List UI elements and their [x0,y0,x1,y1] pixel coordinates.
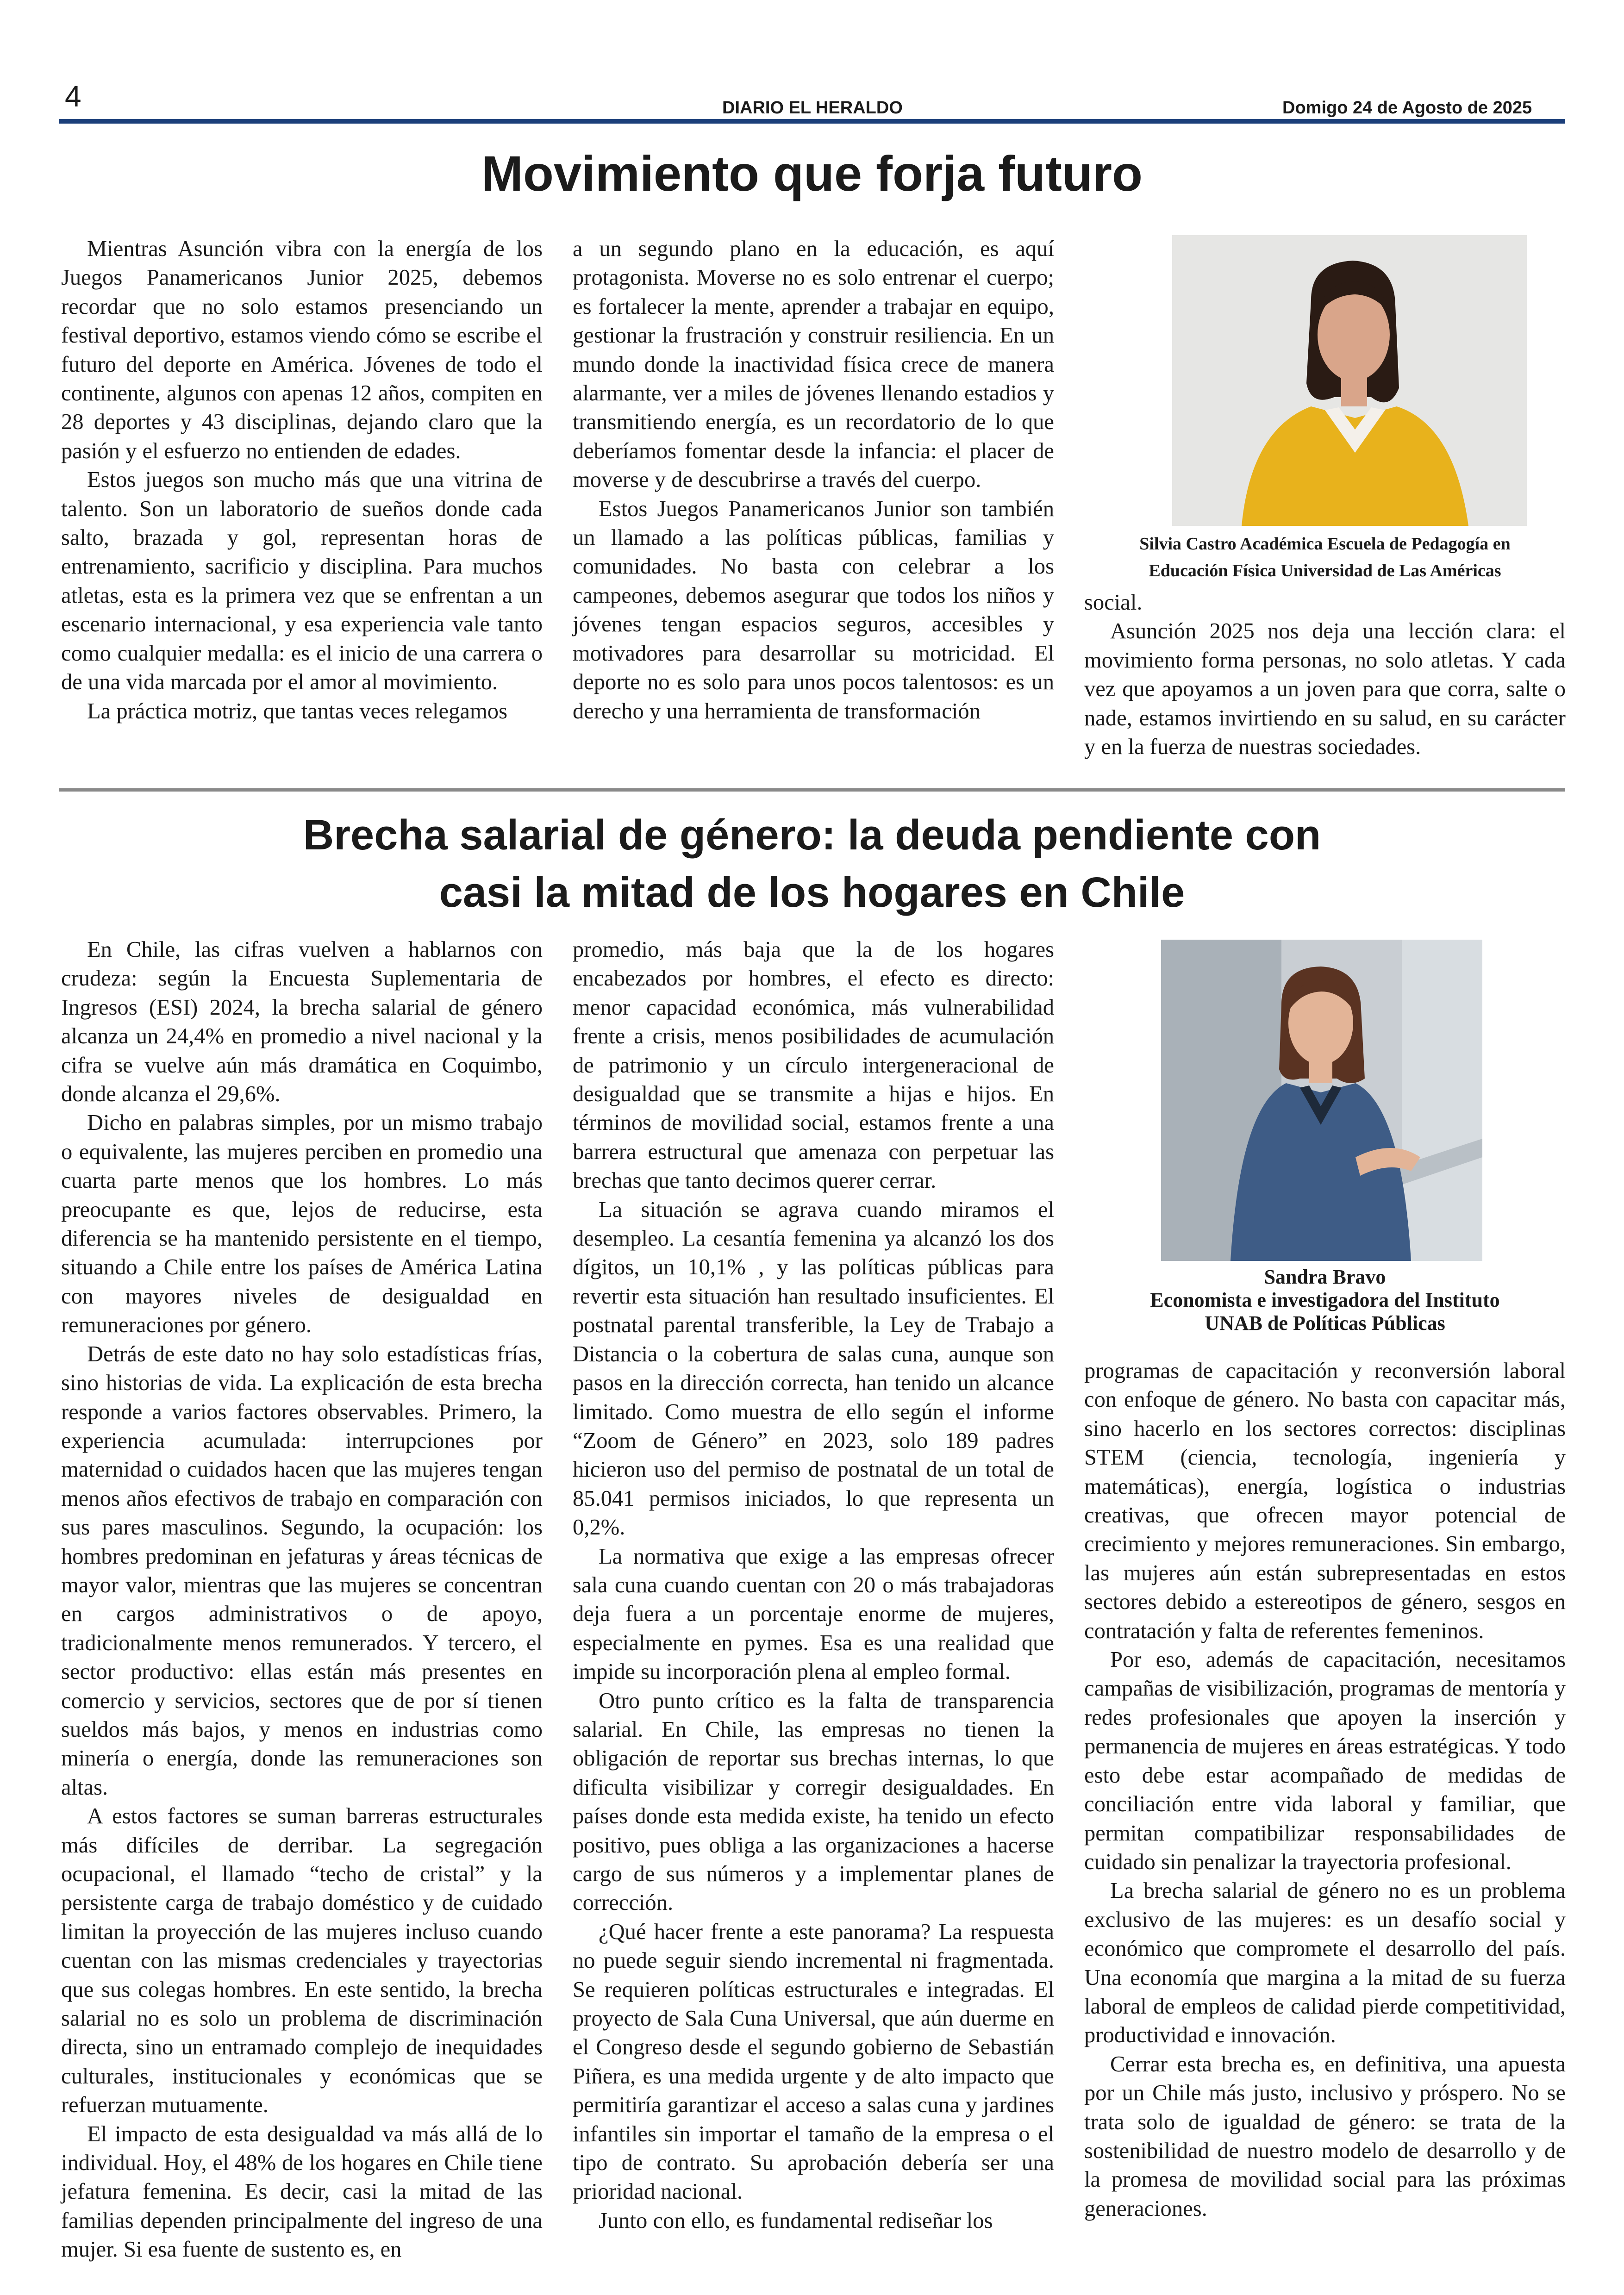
caption-line: Sandra Bravo [1264,1266,1386,1288]
paragraph: En Chile, las cifras vuelven a hablarnos con crudeza: según la Encuesta Suplementaria de Ingresos (ESI) 2024, la brecha salarial de género alcanza un 24,4% en promedio a nivel nacional y la cifra se vuelve aún más dramática en Coquimbo, donde alcanza el 29,6%. [61,937,543,1107]
paragraph: Estos Juegos Panamericanos Junior son también un llamado a las políticas públicas, familias y comunidades. No basta con celebrar a los campeones, debemos asegurar que todos los niños y jóvenes tengan espacios seguros, accesibles y motivadores para desarrollar su motricidad. El deporte no es solo para unos pocos talentosos: es un derecho y una herramienta de transformación [573,496,1054,723]
paragraph: La práctica motriz, que tantas veces relegamos [87,698,508,723]
paragraph: Asunción 2025 nos deja una lección clara: el movimiento forma personas, no solo atletas. Y cada vez que apoyamos a un joven para que corra, salte o nade, estamos invirtiendo en su salud, en su carácter y en la fuerza de nuestras sociedades. [1084,618,1566,760]
paragraph: El impacto de esta desigualdad va más allá de lo individual. Hoy, el 48% de los hogares en Chile tiene jefatura femenina. Es decir, casi la mitad de las familias dependen principalmente del ingreso de una mujer. Si esa fuente de sustento es, en [61,2121,543,2262]
caption-line: Educación Física Universidad de Las Américas [1149,561,1501,580]
paragraph: La brecha salarial de género no es un problema exclusivo de las mujeres: es un desafío social y económico que compromete el desarrollo del país. Una economía que margina a la mitad de su fuerza laboral de empleos de calidad pierde competitividad, productividad e innovación. [1084,1878,1566,2048]
caption-line: Economista e investigadora del Instituto [1150,1289,1500,1311]
article1-title: Movimiento que forja futuro [481,145,1143,201]
paragraph: Mientras Asunción vibra con la energía de los Juegos Panamericanos Junior 2025, debemos recordar que no solo estamos presenciando un festival deportivo, estamos viendo cómo se escribe el futuro del deporte en América. Jóvenes de todo el continente, algunos con apenas 12 años, compiten en 28 deportes y 43 disciplinas, dejando claro que la pasión y el esfuerzo no entienden de edades. [61,236,543,463]
paragraph: Dicho en palabras simples, por un mismo trabajo o equivalente, las mujeres perciben en promedio una cuarta parte menos que los hombres. Lo más preocupante es que, lejos de reducirse, esta diferencia se ha mantenido persistente en el tiempo, situando a Chile entre los países de América Latina con mayores niveles de desigualdad en remuneraciones por género. [61,1110,543,1338]
paragraph: promedio, más baja que la de los hogares encabezados por hombres, el efecto es directo: menor capacidad económica, más vulnerabilidad frente a crisis, menos posibilidades de acumulación de patrimonio y un círculo intergeneracional de desigualdad que se transmite a hijas e hijos. En términos de movilidad social, estamos frente a una barrera estructural que amenaza con perpetuar las brechas que tanto decimos querer cerrar. [573,937,1054,1193]
paragraph: Estos juegos son mucho más que una vitrina de talento. Son un laboratorio de sueños donde cada salto, brazada y gol, representan horas de entrenamiento, sacrificio y disciplina. Para muchos atletas, esta es la primera vez que se enfrentan a un escenario internacional, y esa experiencia vale tanto como cualquier medalla: es el inicio de una carrera o de una vida marcada por el amor al movimiento. [61,467,543,695]
article-divider [59,788,1565,792]
paragraph: La normativa que exige a las empresas ofrecer sala cuna cuando cuentan con 20 o más trabajadoras deja fuera a un porcentaje enorme de mujeres, especialmente en pymes. Esa es una realidad que impide su incorporación plena al empleo formal. [573,1543,1054,1684]
article1-column-3 [1084,588,1566,761]
title-line: casi la mitad de los hogares en Chile [439,869,1185,916]
photo-caption-article2 [1084,1266,1566,1335]
paragraph: a un segundo plano en la educación, es aquí protagonista. Moverse no es solo entrenar el cuerpo; es fortalecer la mente, aprender a trabajar en equipo, gestionar la frustración y construir resiliencia. En un mundo donde la inactividad física crece de manera alarmante, ver a miles de jóvenes llenando estadios y transmitiendo energía, es un recordatorio de lo que deberíamos fomentar desde la infancia: el placer de moverse y de descubrirse a través del cuerpo. [573,236,1054,493]
paragraph: La situación se agrava cuando miramos el desempleo. La cesantía femenina ya alcanzó los dos dígitos, un 10,1% , y las políticas públicas para revertir esta situación han resultado insuficientes. El postnatal parental transferible, la Ley de Trabajo a Distancia o la cobertura de salas cuna, aunque son pasos en la dirección correcta, han tenido un alcance limitado. Como muestra de ello según el informe “Zoom de Género” en 2023, solo 189 padres hicieron uso del permiso de postnatal de un total de 85.041 permisos iniciados, lo que representa un 0,2%. [573,1197,1054,1540]
header-rule [59,119,1565,124]
article2-column-1 [61,935,543,2264]
article2-column-3 [1084,1356,1566,2223]
caption-line: UNAB de Políticas Públicas [1205,1312,1445,1335]
paragraph: Cerrar esta brecha es, en definitiva, una apuesta por un Chile más justo, inclusivo y próspero. No se trata solo de igualdad de género: se trata de la sostenibilidad de nuestro modelo de desarrollo y de la promesa de movilidad social para las próximas generaciones. [1084,2051,1566,2221]
article1-column-2 [573,234,1054,725]
newspaper-name: DIARIO EL HERALDO [722,98,903,118]
page-number: 4 [65,80,81,113]
paragraph: A estos factores se suman barreras estructurales más difíciles de derribar. La segregación ocupacional, el llamado “techo de cristal” y la persistente carga de trabajo doméstico y de cuidado limitan la proyección de las mujeres incluso cuando cuentan con las mismas credenciales y trayectorias que sus colegas hombres. En este sentido, la brecha salarial no es solo un problema de discriminación directa, sino un entramado complejo de inequidades culturales, institucionales y económicas que se refuerzan mutuamente. [61,1803,543,2118]
paragraph: Junto con ello, es fundamental rediseñar los [599,2208,993,2233]
photo-caption-article1 [1084,530,1566,584]
author-photo-sandra-bravo [1161,940,1482,1261]
paragraph: Por eso, además de capacitación, necesitamos campañas de visibilización, programas de mentoría y redes profesionales que apoyen la inserción y permanencia de mujeres en áreas estratégicas. Y todo esto debe estar acompañado de medidas de conciliación entre vida laboral y familiar, que permitan compatibilizar responsabilidades de cuidado sin penalizar la trayectoria profesional. [1084,1647,1566,1874]
title-line: Brecha salarial de género: la deuda pendiente con [303,811,1321,859]
article2-column-2 [573,935,1054,2235]
paragraph: social. [1084,590,1143,615]
paragraph: ¿Qué hacer frente a este panorama? La respuesta no puede seguir siendo incremental ni fragmentada. Se requieren políticas estructurales e integradas. El proyecto de Sala Cuna Universal, que aún duerme en el Congreso desde el segundo gobierno de Sebastián Piñera, es una medida urgente y de alto impacto que permitiría garantizar el acceso a salas cuna y jardines infantiles sin importar el tamaño de la empresa o el tipo de contrato. Su aprobación debería ser una prioridad nacional. [573,1919,1054,2204]
paragraph: Otro punto crítico es la falta de transparencia salarial. En Chile, las empresas no tienen la obligación de reportar sus brechas internas, lo que dificulta visibilizar y corregir desigualdades. En países donde esta medida existe, ha tenido un efecto positivo, pues obliga a las organizaciones a hacerse cargo de sus números y a implementar planes de corrección. [573,1688,1054,1915]
issue-date: Domigo 24 de Agosto de 2025 [1282,98,1532,118]
caption-line: Silvia Castro Académica Escuela de Pedagogía en [1139,534,1511,554]
article2-title [59,806,1565,921]
author-photo-silvia-castro [1172,235,1527,526]
paragraph: Detrás de este dato no hay solo estadísticas frías, sino historias de vida. La explicación de esta brecha responde a varios factores observables. Primero, la experiencia acumulada: interrupciones por maternidad o cuidados hacen que las mujeres tengan menos años efectivos de trabajo en comparación con sus pares masculinos. Segundo, la ocupación: los hombres predominan en jefaturas y áreas técnicas de mayor valor, mientras que las mujeres se concentran en cargos administrativos o de apoyo, tradicionalmente menos remunerados. Y tercero, el sector productivo: ellas están más presentes en comercio y servicios, sectores que de por sí tienen sueldos más bajos, y menos en industrias como minería o energía, donde las remuneraciones son altas. [61,1341,543,1800]
paragraph: programas de capacitación y reconversión laboral con enfoque de género. No basta con capacitar más, sino hacerlo en los sectores correctos: disciplinas STEM (ciencia, tecnología, ingeniería y matemáticas), energía, logística o industrias creativas, que ofrecen mayor potencial de crecimiento y mejores remuneraciones. Sin embargo, las mujeres aún están subrepresentadas en estos sectores debido a estereotipos de género, sesgos en contratación y falta de referentes femeninos. [1084,1358,1566,1643]
article1-column-1 [61,234,543,725]
